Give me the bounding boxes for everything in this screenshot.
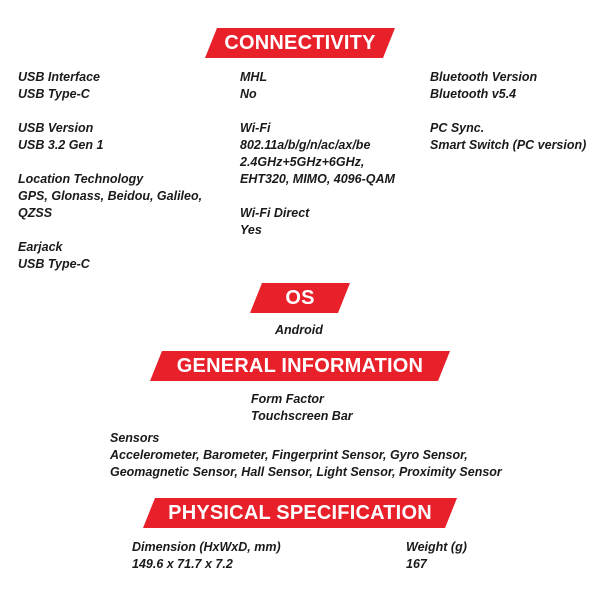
physical-specification-banner: [143, 498, 457, 528]
spec-value-line: 2.4GHz+5GHz+6GHz,: [240, 155, 365, 169]
general-information-title: GENERAL INFORMATION: [176, 354, 424, 377]
os-title: OS: [285, 286, 315, 309]
spec-value: 149.6 x 71.7 x 7.2: [132, 557, 233, 571]
spec-label: Earjack: [18, 240, 63, 254]
spec-value: Touchscreen Bar: [251, 409, 353, 423]
spec-mhl: [240, 69, 267, 103]
spec-label: Wi-Fi: [240, 121, 271, 135]
spec-label: Location Technology: [18, 172, 144, 186]
spec-dimension: [132, 539, 281, 573]
spec-value-line: 802.11a/b/g/n/ac/ax/be: [240, 138, 371, 152]
spec-weight: [406, 539, 467, 573]
spec-label: Form Factor: [251, 392, 324, 406]
spec-label: Dimension (HxWxD, mm): [132, 540, 281, 554]
spec-value-line: GPS, Glonass, Beidou, Galileo,: [18, 189, 203, 203]
spec-value: USB Type-C: [18, 87, 90, 101]
spec-label: MHL: [240, 70, 268, 84]
spec-wifi: [240, 120, 395, 188]
spec-value: Android: [275, 323, 323, 337]
physical-specification-title: PHYSICAL SPECIFICATION: [168, 501, 432, 524]
spec-label: Wi-Fi Direct: [240, 206, 310, 220]
general-information-banner: [150, 351, 450, 381]
spec-os: [275, 322, 323, 339]
spec-value: 167: [406, 557, 427, 571]
spec-label: Sensors: [110, 431, 160, 445]
spec-label: USB Version: [18, 121, 94, 135]
spec-value: Yes: [240, 223, 262, 237]
spec-label: Weight (g): [406, 540, 467, 554]
spec-label: USB Interface: [18, 70, 100, 84]
spec-value: USB Type-C: [18, 257, 90, 271]
spec-value-line: EHT320, MIMO, 4096-QAM: [240, 172, 395, 186]
spec-value-line: QZSS: [18, 206, 53, 220]
spec-usb-version: [18, 120, 103, 154]
spec-bluetooth-version: [430, 69, 537, 103]
spec-wifi-direct: [240, 205, 309, 239]
spec-location-technology: [18, 171, 202, 222]
spec-value: Smart Switch (PC version): [430, 138, 587, 152]
connectivity-banner: [205, 28, 395, 58]
spec-value: Bluetooth v5.4: [430, 87, 517, 101]
spec-value-line: Geomagnetic Sensor, Hall Sensor, Light Sensor, Proximity Sensor: [110, 465, 502, 479]
spec-earjack: [18, 239, 90, 273]
spec-value: USB 3.2 Gen 1: [18, 138, 104, 152]
spec-form-factor: [251, 391, 353, 425]
spec-value-line: Accelerometer, Barometer, Fingerprint Sensor, Gyro Sensor,: [110, 448, 468, 462]
connectivity-title: CONNECTIVITY: [224, 31, 376, 54]
spec-usb-interface: [18, 69, 100, 103]
spec-sensors: [110, 430, 502, 481]
os-banner: [250, 283, 350, 313]
spec-value: No: [240, 87, 257, 101]
spec-label: PC Sync.: [430, 121, 485, 135]
spec-pc-sync: [430, 120, 586, 154]
spec-label: Bluetooth Version: [430, 70, 538, 84]
